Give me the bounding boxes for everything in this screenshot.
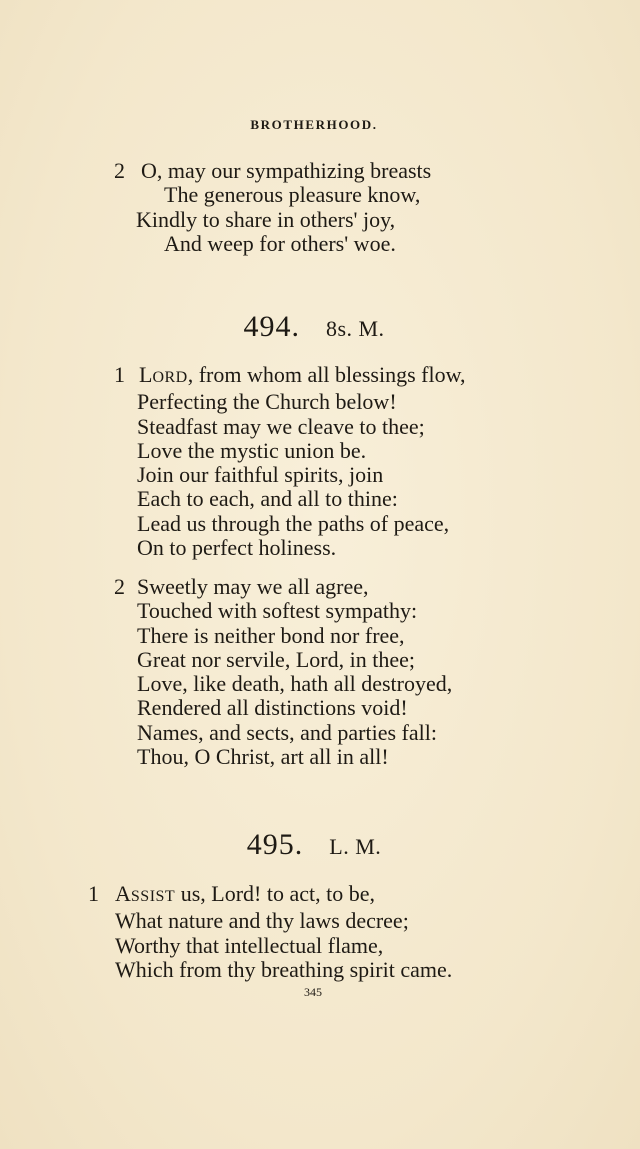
verse-line: On to perfect holiness.	[137, 535, 337, 561]
small-caps-rest: ORD	[152, 369, 188, 386]
verse-line	[115, 882, 452, 909]
verse-line: Great nor servile, Lord, in thee;	[137, 646, 415, 672]
verse-line: Names, and sects, and parties fall:	[137, 719, 437, 745]
small-caps-rest: SSIST	[130, 888, 176, 905]
verse-line: Steadfast may we cleave to thee;	[137, 413, 425, 439]
verse-line: The generous pleasure know,	[164, 182, 421, 208]
verse-line	[139, 363, 466, 390]
first-line-rest: , from whom all blessings flow,	[187, 362, 466, 387]
small-caps-initial: L	[139, 362, 153, 387]
hymn-heading	[0, 828, 628, 862]
verse-line: And weep for others' woe.	[164, 230, 396, 256]
verse-line: Sweetly may we all agree,	[137, 574, 369, 599]
small-caps-initial: A	[115, 881, 131, 906]
hymn-495-stanza-1	[88, 882, 452, 982]
verse-line: Kindly to share in others' joy,	[136, 206, 396, 232]
stanza-number: 1	[88, 881, 99, 906]
verse-line: Each to each, and all to thine:	[137, 486, 398, 512]
hymn-meter: L. M.	[329, 834, 382, 859]
hymn-494-stanza-1	[114, 363, 466, 560]
hymn-heading	[0, 310, 628, 344]
continued-stanza	[114, 159, 431, 256]
verse-line: Lead us through the paths of peace,	[137, 510, 450, 536]
first-line-rest: us, Lord! to act, to be,	[175, 881, 375, 906]
verse-line: What nature and thy laws decree;	[115, 908, 409, 934]
stanza-number: 2	[114, 158, 125, 183]
hymn-number: 494.	[243, 310, 300, 343]
verse-line: Join our faithful spirits, join	[137, 462, 384, 488]
stanza-number: 2	[114, 574, 125, 599]
verse-line: Touched with softest sympathy:	[137, 598, 418, 624]
verse-line: Rendered all distinctions void!	[137, 695, 408, 721]
verse-line: Worthy that intellectual flame,	[115, 932, 384, 958]
verse-line: There is neither bond nor free,	[137, 622, 405, 648]
verse-line: O, may our sympathizing breasts	[141, 158, 432, 183]
hymn-number: 495.	[246, 828, 304, 861]
hymn-494-stanza-2	[114, 575, 452, 769]
stanza-number: 1	[114, 362, 125, 387]
verse-line: Love, like death, hath all destroyed,	[137, 671, 453, 697]
page-number: 345	[304, 985, 322, 999]
verse-line: Love the mystic union be.	[137, 437, 367, 463]
verse-line: Thou, O Christ, art all in all!	[137, 744, 389, 770]
running-head: BROTHERHOOD.	[250, 117, 378, 132]
verse-line: Perfecting the Church below!	[137, 389, 397, 415]
verse-line: Which from thy breathing spirit came.	[115, 956, 453, 982]
hymn-meter: 8s. M.	[325, 316, 385, 341]
